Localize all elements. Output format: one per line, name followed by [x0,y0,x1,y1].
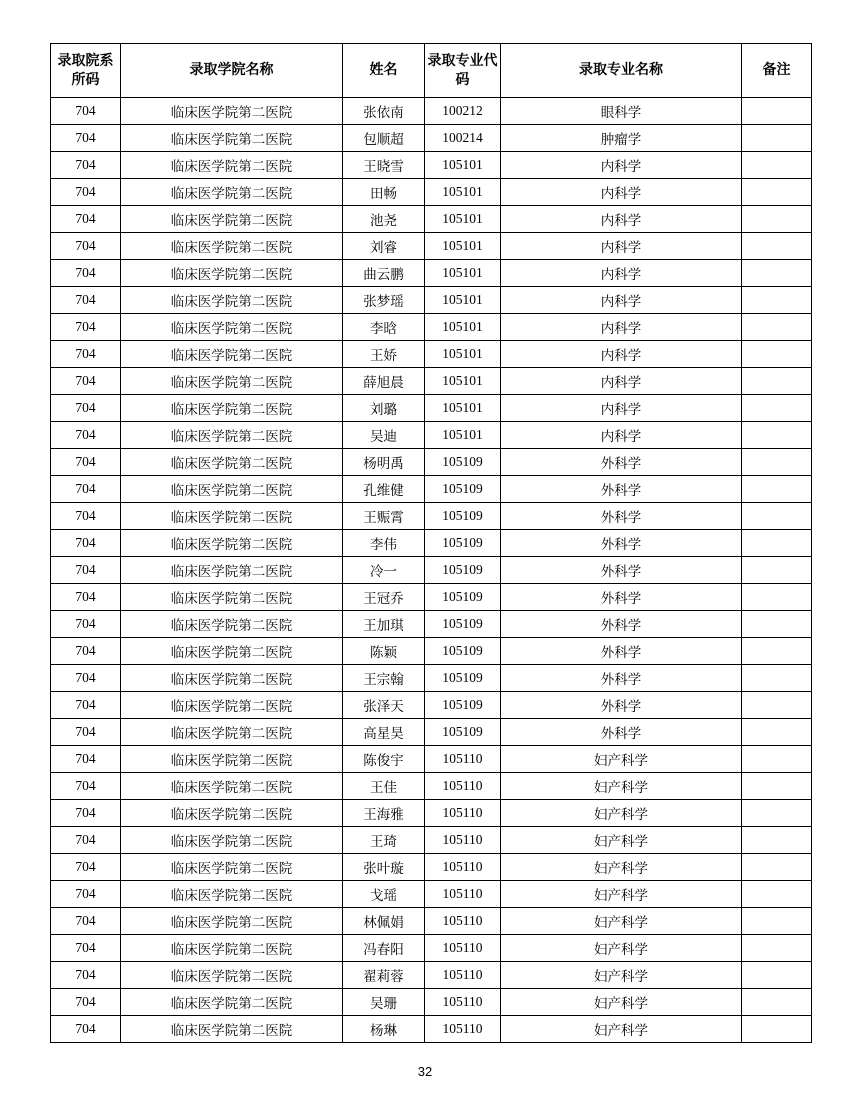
major-name-cell: 内科学 [501,152,742,179]
remarks-cell [742,584,812,611]
major-code-cell: 105109 [425,692,501,719]
major-code-cell: 105110 [425,881,501,908]
remarks-cell [742,989,812,1016]
table-header-row [51,44,812,98]
major-name-cell: 妇产科学 [501,908,742,935]
college-name-cell: 临床医学院第二医院 [121,746,343,773]
major-name-cell: 妇产科学 [501,881,742,908]
college-name-cell: 临床医学院第二医院 [121,503,343,530]
major-code-cell: 105101 [425,314,501,341]
table-row [51,530,812,557]
major-code-cell: 105101 [425,395,501,422]
student-name-cell: 翟莉蓉 [343,962,425,989]
major-code-cell: 105101 [425,152,501,179]
major-code-cell: 100212 [425,98,501,125]
student-name-cell: 王佳 [343,773,425,800]
remarks-cell [742,719,812,746]
student-name-cell: 薛旭晨 [343,368,425,395]
major-name-cell: 内科学 [501,341,742,368]
major-name-cell: 内科学 [501,422,742,449]
major-name-cell: 妇产科学 [501,854,742,881]
dept-code-cell: 704 [51,233,121,260]
college-name-cell: 临床医学院第二医院 [121,638,343,665]
major-code-cell: 100214 [425,125,501,152]
remarks-cell [742,773,812,800]
table-row [51,206,812,233]
remarks-cell [742,638,812,665]
dept-code-cell: 704 [51,125,121,152]
table-row [51,1016,812,1043]
major-name-cell: 内科学 [501,395,742,422]
college-name-cell: 临床医学院第二医院 [121,449,343,476]
remarks-cell [742,962,812,989]
dept-code-cell: 704 [51,314,121,341]
student-name-cell: 张依南 [343,98,425,125]
major-name-cell: 外科学 [501,638,742,665]
dept-code-cell: 704 [51,881,121,908]
major-code-cell: 105101 [425,233,501,260]
remarks-cell [742,341,812,368]
major-code-cell: 105109 [425,530,501,557]
dept-code-cell: 704 [51,854,121,881]
college-name-cell: 临床医学院第二医院 [121,1016,343,1043]
college-name-cell: 临床医学院第二医院 [121,962,343,989]
table-row [51,827,812,854]
college-name-cell: 临床医学院第二医院 [121,206,343,233]
major-code-cell: 105109 [425,665,501,692]
college-name-cell: 临床医学院第二医院 [121,152,343,179]
table-row [51,314,812,341]
admission-table [50,43,812,1043]
major-code-cell: 105101 [425,368,501,395]
college-name-cell: 临床医学院第二医院 [121,422,343,449]
table-row [51,179,812,206]
major-name-cell: 内科学 [501,314,742,341]
remarks-cell [742,530,812,557]
college-name-cell: 临床医学院第二医院 [121,98,343,125]
major-name-cell: 妇产科学 [501,935,742,962]
table-row [51,152,812,179]
dept-code-cell: 704 [51,611,121,638]
major-name-cell: 外科学 [501,584,742,611]
table-row [51,503,812,530]
student-name-cell: 王晓雪 [343,152,425,179]
table-row [51,368,812,395]
major-code-cell: 105110 [425,773,501,800]
college-name-cell: 临床医学院第二医院 [121,854,343,881]
table-row [51,881,812,908]
college-name-cell: 临床医学院第二医院 [121,233,343,260]
table-row [51,125,812,152]
student-name-cell: 张叶璇 [343,854,425,881]
student-name-cell: 王琦 [343,827,425,854]
dept-code-cell: 704 [51,422,121,449]
table-row [51,233,812,260]
student-name-cell: 王娇 [343,341,425,368]
student-name-cell: 陈俊宇 [343,746,425,773]
student-name-cell: 刘睿 [343,233,425,260]
dept-code-cell: 704 [51,152,121,179]
major-name-cell: 妇产科学 [501,827,742,854]
table-row [51,557,812,584]
student-name-cell: 戈瑶 [343,881,425,908]
major-name-cell: 外科学 [501,611,742,638]
student-name-cell: 张梦瑶 [343,287,425,314]
remarks-cell [742,881,812,908]
college-name-cell: 临床医学院第二医院 [121,476,343,503]
college-name-cell: 临床医学院第二医院 [121,368,343,395]
remarks-cell [742,908,812,935]
dept-code-cell: 704 [51,557,121,584]
major-name-cell: 眼科学 [501,98,742,125]
college-name-cell: 临床医学院第二医院 [121,908,343,935]
major-code-cell: 105110 [425,989,501,1016]
major-code-cell: 105101 [425,206,501,233]
dept-code-cell: 704 [51,989,121,1016]
college-name-cell: 临床医学院第二医院 [121,179,343,206]
dept-code-cell: 704 [51,665,121,692]
student-name-cell: 张泽天 [343,692,425,719]
remarks-cell [742,1016,812,1043]
table-row [51,935,812,962]
remarks-cell [742,287,812,314]
remarks-cell [742,125,812,152]
student-name-cell: 刘璐 [343,395,425,422]
major-code-cell: 105110 [425,827,501,854]
student-name-cell: 田畅 [343,179,425,206]
dept-code-cell: 704 [51,827,121,854]
major-name-cell: 内科学 [501,287,742,314]
major-code-cell: 105110 [425,908,501,935]
major-name-cell: 妇产科学 [501,989,742,1016]
student-name-cell: 李晗 [343,314,425,341]
major-code-cell: 105109 [425,584,501,611]
student-name-cell: 包顺超 [343,125,425,152]
major-code-cell: 105110 [425,854,501,881]
header-student-name: 姓名 [343,44,425,98]
remarks-cell [742,179,812,206]
college-name-cell: 临床医学院第二医院 [121,719,343,746]
major-name-cell: 外科学 [501,530,742,557]
student-name-cell: 池尧 [343,206,425,233]
dept-code-cell: 704 [51,98,121,125]
major-code-cell: 105101 [425,260,501,287]
major-code-cell: 105110 [425,1016,501,1043]
student-name-cell: 王加琪 [343,611,425,638]
major-code-cell: 105109 [425,638,501,665]
dept-code-cell: 704 [51,962,121,989]
table-row [51,908,812,935]
student-name-cell: 曲云鹏 [343,260,425,287]
dept-code-cell: 704 [51,503,121,530]
header-college-name: 录取学院名称 [121,44,343,98]
major-name-cell: 内科学 [501,233,742,260]
remarks-cell [742,611,812,638]
major-code-cell: 105109 [425,611,501,638]
table-row [51,854,812,881]
major-name-cell: 外科学 [501,476,742,503]
major-name-cell: 内科学 [501,368,742,395]
major-code-cell: 105109 [425,449,501,476]
dept-code-cell: 704 [51,584,121,611]
dept-code-cell: 704 [51,1016,121,1043]
header-dept-code: 录取院系所码 [51,44,121,98]
student-name-cell: 杨明禹 [343,449,425,476]
major-code-cell: 105101 [425,287,501,314]
college-name-cell: 临床医学院第二医院 [121,341,343,368]
major-code-cell: 105101 [425,422,501,449]
college-name-cell: 临床医学院第二医院 [121,395,343,422]
student-name-cell: 李伟 [343,530,425,557]
dept-code-cell: 704 [51,530,121,557]
table-row [51,449,812,476]
remarks-cell [742,395,812,422]
dept-code-cell: 704 [51,773,121,800]
major-name-cell: 妇产科学 [501,800,742,827]
dept-code-cell: 704 [51,206,121,233]
student-name-cell: 王宗翰 [343,665,425,692]
major-code-cell: 105101 [425,179,501,206]
college-name-cell: 临床医学院第二医院 [121,665,343,692]
major-name-cell: 妇产科学 [501,1016,742,1043]
college-name-cell: 临床医学院第二医院 [121,989,343,1016]
dept-code-cell: 704 [51,719,121,746]
college-name-cell: 临床医学院第二医院 [121,557,343,584]
remarks-cell [742,827,812,854]
table-body [51,98,812,1043]
major-code-cell: 105109 [425,557,501,584]
remarks-cell [742,314,812,341]
table-row [51,260,812,287]
major-code-cell: 105110 [425,800,501,827]
student-name-cell: 冯春阳 [343,935,425,962]
college-name-cell: 临床医学院第二医院 [121,935,343,962]
major-name-cell: 外科学 [501,665,742,692]
student-name-cell: 王海雅 [343,800,425,827]
student-name-cell: 孔维健 [343,476,425,503]
student-name-cell: 冷一 [343,557,425,584]
college-name-cell: 临床医学院第二医院 [121,530,343,557]
major-name-cell: 肿瘤学 [501,125,742,152]
dept-code-cell: 704 [51,449,121,476]
remarks-cell [742,449,812,476]
table-row [51,962,812,989]
header-major-name: 录取专业名称 [501,44,742,98]
major-name-cell: 妇产科学 [501,962,742,989]
student-name-cell: 王冠乔 [343,584,425,611]
major-code-cell: 105110 [425,746,501,773]
major-name-cell: 外科学 [501,557,742,584]
dept-code-cell: 704 [51,800,121,827]
college-name-cell: 临床医学院第二医院 [121,773,343,800]
major-name-cell: 外科学 [501,503,742,530]
student-name-cell: 吴珊 [343,989,425,1016]
major-code-cell: 105110 [425,962,501,989]
table-row [51,611,812,638]
college-name-cell: 临床医学院第二医院 [121,692,343,719]
remarks-cell [742,557,812,584]
dept-code-cell: 704 [51,395,121,422]
major-name-cell: 内科学 [501,260,742,287]
table-row [51,665,812,692]
table-row [51,773,812,800]
major-name-cell: 内科学 [501,206,742,233]
remarks-cell [742,746,812,773]
college-name-cell: 临床医学院第二医院 [121,260,343,287]
student-name-cell: 王赈霄 [343,503,425,530]
dept-code-cell: 704 [51,260,121,287]
major-name-cell: 内科学 [501,179,742,206]
major-code-cell: 105109 [425,719,501,746]
remarks-cell [742,665,812,692]
major-code-cell: 105109 [425,476,501,503]
remarks-cell [742,800,812,827]
remarks-cell [742,152,812,179]
major-name-cell: 妇产科学 [501,746,742,773]
table-row [51,98,812,125]
remarks-cell [742,854,812,881]
table-row [51,395,812,422]
college-name-cell: 临床医学院第二医院 [121,881,343,908]
major-code-cell: 105110 [425,935,501,962]
college-name-cell: 临床医学院第二医院 [121,314,343,341]
college-name-cell: 临床医学院第二医院 [121,611,343,638]
remarks-cell [742,368,812,395]
college-name-cell: 临床医学院第二医院 [121,584,343,611]
table-row [51,638,812,665]
table-row [51,584,812,611]
remarks-cell [742,503,812,530]
remarks-cell [742,206,812,233]
table-row [51,341,812,368]
major-code-cell: 105109 [425,503,501,530]
college-name-cell: 临床医学院第二医院 [121,800,343,827]
student-name-cell: 杨琳 [343,1016,425,1043]
remarks-cell [742,260,812,287]
remarks-cell [742,935,812,962]
student-name-cell: 高星昊 [343,719,425,746]
table-row [51,476,812,503]
major-name-cell: 外科学 [501,719,742,746]
major-name-cell: 外科学 [501,449,742,476]
major-name-cell: 外科学 [501,692,742,719]
page-number: 32 [417,1064,433,1079]
dept-code-cell: 704 [51,935,121,962]
student-name-cell: 吴迪 [343,422,425,449]
college-name-cell: 临床医学院第二医院 [121,287,343,314]
dept-code-cell: 704 [51,368,121,395]
student-name-cell: 林佩娟 [343,908,425,935]
remarks-cell [742,98,812,125]
dept-code-cell: 704 [51,476,121,503]
table-row [51,800,812,827]
table-row [51,746,812,773]
table-row [51,422,812,449]
remarks-cell [742,476,812,503]
major-name-cell: 妇产科学 [501,773,742,800]
remarks-cell [742,422,812,449]
header-remarks: 备注 [742,44,812,98]
dept-code-cell: 704 [51,287,121,314]
college-name-cell: 临床医学院第二医院 [121,125,343,152]
header-major-code: 录取专业代码 [425,44,501,98]
major-code-cell: 105101 [425,341,501,368]
dept-code-cell: 704 [51,746,121,773]
student-name-cell: 陈颖 [343,638,425,665]
dept-code-cell: 704 [51,908,121,935]
remarks-cell [742,692,812,719]
dept-code-cell: 704 [51,341,121,368]
dept-code-cell: 704 [51,692,121,719]
dept-code-cell: 704 [51,179,121,206]
table-row [51,287,812,314]
dept-code-cell: 704 [51,638,121,665]
college-name-cell: 临床医学院第二医院 [121,827,343,854]
remarks-cell [742,233,812,260]
table-row [51,692,812,719]
table-row [51,989,812,1016]
table-row [51,719,812,746]
